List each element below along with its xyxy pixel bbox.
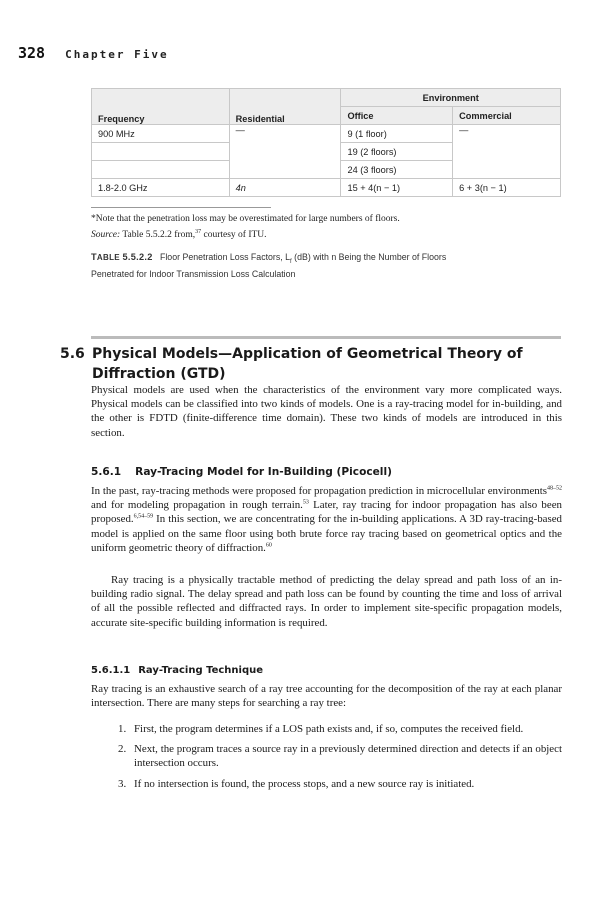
running-head	[18, 44, 169, 63]
cell-office: 19 (2 floors)	[341, 143, 453, 161]
page-number: 328	[18, 44, 46, 62]
section-heading	[60, 344, 540, 384]
table-row	[92, 179, 561, 197]
cell-office: 15 + 4(n − 1)	[341, 179, 453, 197]
subsection-paragraph-1: In the past, ray-tracing methods were proposed for propagation prediction in microcellular environments$^{48-52}$ and for modeling propagation in rough terrain.$^{53}$ Later, ray tracing for indoor propagation has also been proposed.$^{6,54-59}$ In this section, we are concentrating for the in-building applications. A 3D ray-tracing-based model is applied on the same floor using both brute force ray tracing based on geometrical optics and the uniform geometric theory of diffraction.$^{60}$	[91, 485, 562, 554]
section-title-line1: Physical Models—Application of Geometrical Theory of	[92, 346, 523, 362]
list-item: 2. Next, the program traces a source ray in a previously determined direction and detects if an object intersection occurs.	[118, 743, 562, 770]
section-divider	[91, 336, 561, 339]
col-header-environment: Environment	[341, 89, 561, 107]
steps-list	[108, 722, 562, 797]
note-text: *Note that the penetration loss may be overestimated for large numbers of floors.	[91, 214, 400, 224]
section-number: 5.6	[60, 346, 85, 362]
subsubsection-paragraph: Ray tracing is an exhaustive search of a ray tree accounting for the decomposition of the ray at each planar intersection. There are many steps for searching a ray tree:	[91, 683, 562, 710]
cell-residential: —	[229, 125, 341, 179]
col-header-commercial: Commercial	[453, 107, 561, 125]
note-source: Source: Table 5.5.2.2 from,$^{37}$ courtesy of ITU.	[91, 229, 267, 241]
note-divider	[91, 207, 271, 208]
cell-office: 24 (3 floors)	[341, 161, 453, 179]
list-item: 3. If no intersection is found, the process stops, and a new source ray is initiated.	[118, 777, 475, 790]
cell-frequency: 900 MHz	[92, 125, 230, 143]
subsubsection-heading: 5.6.1.1 Ray-Tracing Technique	[91, 665, 264, 676]
cell-commercial: —	[453, 125, 561, 179]
section-title-line2: Diffraction (GTD)	[92, 366, 226, 382]
cell-frequency-empty	[92, 161, 230, 179]
cell-office: 9 (1 floor)	[341, 125, 453, 143]
subsection-paragraph-2: Ray tracing is a physically tractable method of predicting the delay spread and path loss of an in-building radio signal. The delay spread and path loss can be found by counting the time and loss of arrival of all the possible reflected and diffracted rays. In order to implement site-specific propagation models, accurate site-specific building information is required.	[91, 574, 562, 629]
subsection-heading: 5.6.1 Ray-Tracing Model for In-Building (Picocell)	[91, 466, 392, 478]
section-paragraph: Physical models are used when the characteristics of the environment vary more complicated ways. Physical models can be classified into two kinds of models. One is a ray-tracing model for in-building, and the other is FDTD (finite-difference time domain). These two kinds of models are introduced in this section.	[91, 384, 562, 439]
caption-label: TABLE 5.5.2.2	[91, 252, 153, 262]
table-caption: TABLE 5.5.2.2 Floor Penetration Loss Factors, $L_f$ (dB) with n Being the Number of Floors Penetrated for Indoor Transmission Loss Calculation	[91, 252, 447, 279]
table-row	[92, 125, 561, 143]
cell-residential: 4n	[229, 179, 341, 197]
floor-loss-table	[91, 88, 561, 197]
cell-frequency: 1.8-2.0 GHz	[92, 179, 230, 197]
cell-commercial: 6 + 3(n − 1)	[453, 179, 561, 197]
col-header-frequency: Frequency	[92, 89, 230, 125]
table-note	[91, 213, 400, 242]
col-header-residential: Residential	[229, 89, 341, 125]
chapter-title: Chapter Five	[65, 48, 169, 61]
list-item: 1. First, the program determines if a LOS path exists and, if so, computes the received field.	[118, 723, 524, 735]
table-group-header-row	[92, 89, 561, 107]
cell-frequency-empty	[92, 143, 230, 161]
col-header-office: Office	[341, 107, 453, 125]
